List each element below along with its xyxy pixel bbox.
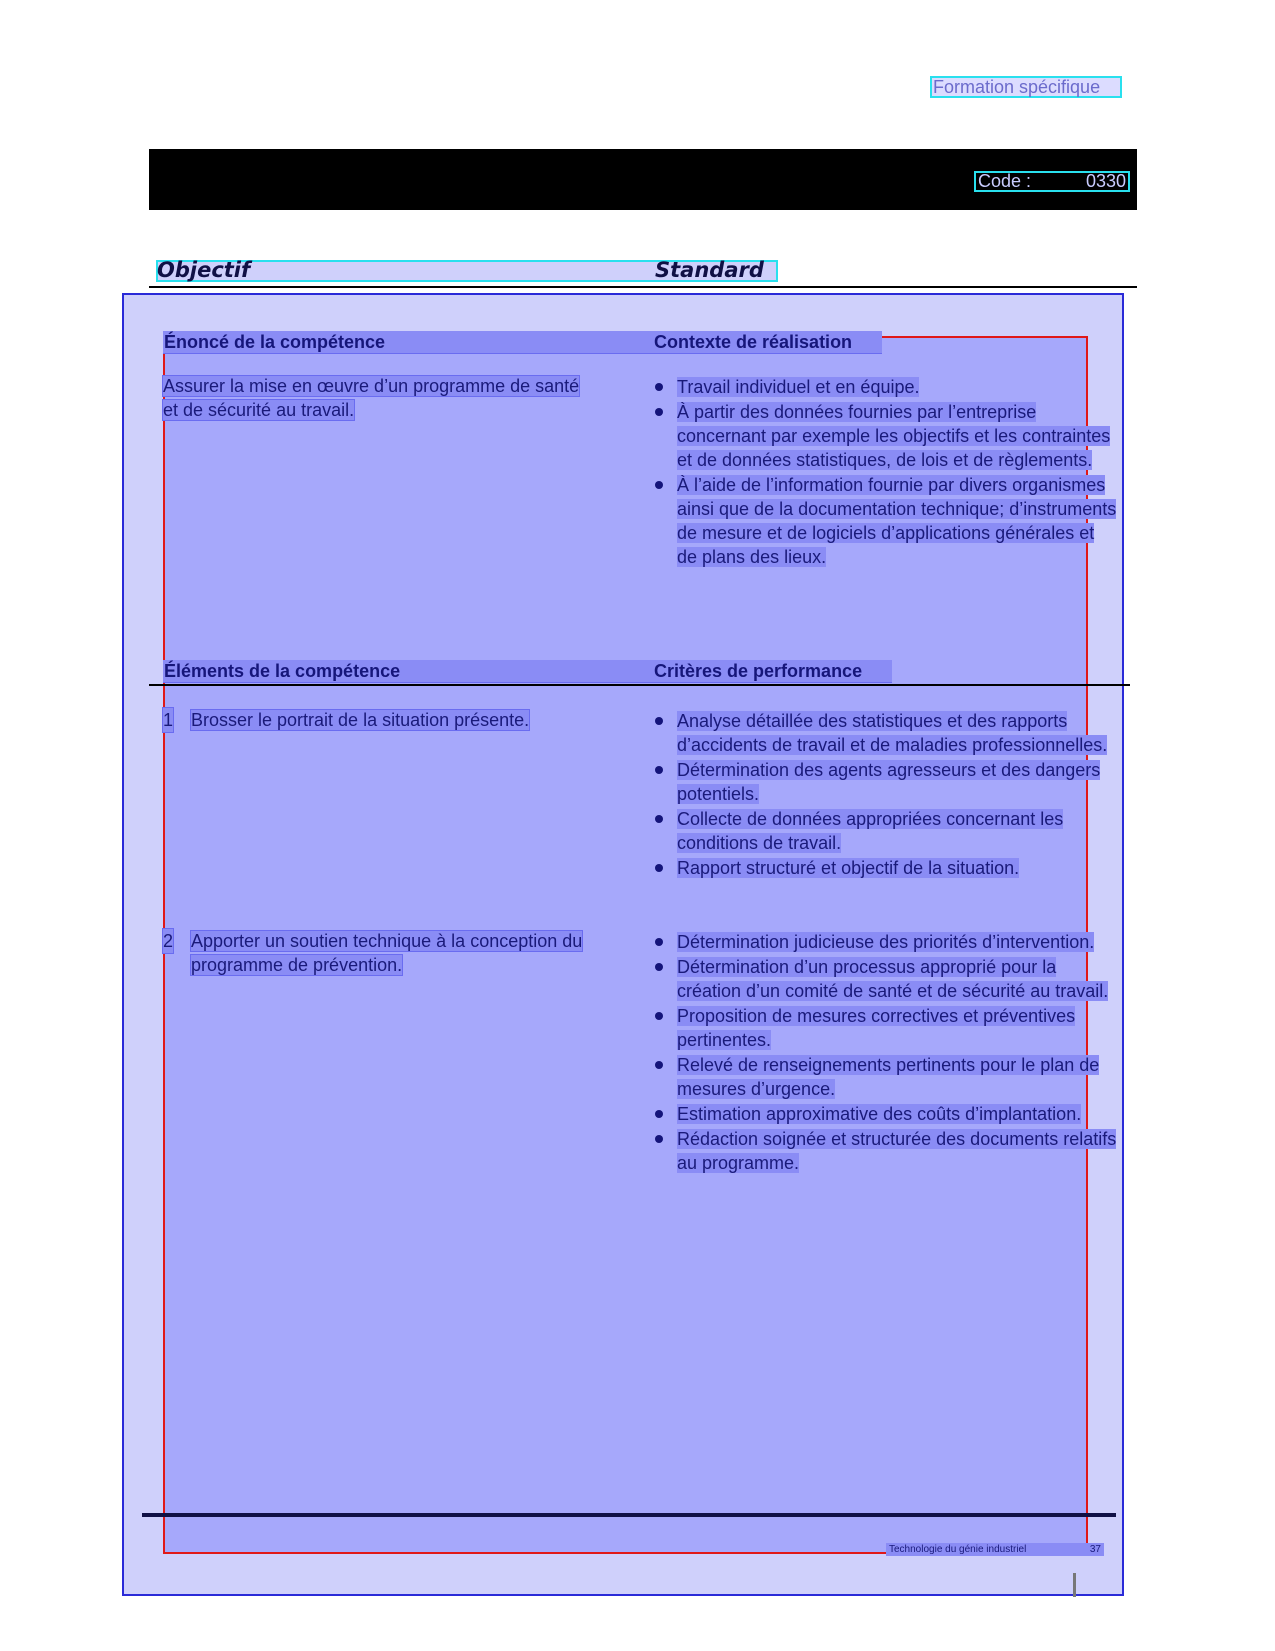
criteria-item: Estimation approximative des coûts d’implantation. <box>653 1102 1123 1126</box>
criteria-item: Rapport structuré et objectif de la situation. <box>653 856 1123 880</box>
element-item <box>163 929 633 977</box>
bullet-icon <box>655 963 663 971</box>
criteria-item: Relevé de renseignements pertinents pour le plan de mesures d’urgence. <box>653 1053 1123 1101</box>
competence-title: Énoncé de la compétence <box>163 331 653 354</box>
criteria-item: Collecte de données appropriées concernant les conditions de travail. <box>653 807 1123 855</box>
elements-rule <box>149 684 1130 686</box>
criteria-item: Proposition de mesures correctives et préventives pertinentes. <box>653 1004 1123 1052</box>
bullet-icon <box>655 766 663 774</box>
element-text: Apporter un soutien technique à la conception du programme de prévention. <box>191 931 583 975</box>
element-text: Brosser le portrait de la situation présente. <box>191 710 530 730</box>
page-footer <box>886 1543 1104 1556</box>
footer-rule <box>142 1513 1116 1517</box>
criteria-item: Détermination d’un processus approprié pour la création d’un comité de santé et de sécurité au travail. <box>653 955 1123 1003</box>
contexte-item: À partir des données fournies par l’entreprise concernant par exemple les objectifs et les contraintes et de données statistiques, de lois et de règlements. <box>653 400 1118 472</box>
element-item <box>163 708 643 732</box>
criteria-list <box>653 930 1123 1176</box>
bullet-icon <box>655 408 663 416</box>
element-number: 2 <box>163 931 174 951</box>
contexte-item: À l’aide de l’information fournie par divers organismes ainsi que de la documentation technique; d’instruments de mesure et de logiciels d’applications générales et de plans des lieux. <box>653 473 1118 569</box>
text-cursor-mark <box>1073 1573 1076 1597</box>
heading-objectif: Objectif <box>157 258 251 282</box>
bullet-icon <box>655 1135 663 1143</box>
page-number: 37 <box>1089 1544 1101 1555</box>
contexte-item: Travail individuel et en équipe. <box>653 375 1118 399</box>
contexte-list <box>653 375 1118 570</box>
bullet-icon <box>655 938 663 946</box>
code-value: 0330 <box>1085 171 1126 191</box>
criteria-item: Rédaction soignée et structurée des documents relatifs au programme. <box>653 1127 1123 1175</box>
criteria-item: Détermination judicieuse des priorités d’intervention. <box>653 930 1123 954</box>
section-label: Formation spécifique <box>930 76 1122 98</box>
competence-statement: Assurer la mise en œuvre d’un programme de santé et de sécurité au travail. <box>163 376 580 420</box>
bullet-icon <box>655 481 663 489</box>
bullet-icon <box>655 864 663 872</box>
criteria-list <box>653 709 1123 881</box>
heading-rule <box>149 286 1137 288</box>
criteria-item: Analyse détaillée des statistiques et des rapports d’accidents de travail et de maladies professionnelles. <box>653 709 1123 757</box>
bullet-icon <box>655 1110 663 1118</box>
code-field <box>974 171 1130 192</box>
heading-standard: Standard <box>655 258 764 282</box>
elements-title: Éléments de la compétence <box>163 660 653 683</box>
bullet-icon <box>655 1012 663 1020</box>
bullet-icon <box>655 815 663 823</box>
criteria-title: Critères de performance <box>653 660 892 683</box>
code-label: Code : <box>978 171 1032 191</box>
contexte-title: Contexte de réalisation <box>653 331 882 354</box>
bullet-icon <box>655 383 663 391</box>
bullet-icon <box>655 717 663 725</box>
element-number: 1 <box>163 710 174 730</box>
criteria-item: Détermination des agents agresseurs et des dangers potentiels. <box>653 758 1123 806</box>
competence-text <box>163 374 593 422</box>
footer-program: Technologie du génie industriel <box>889 1544 1027 1555</box>
bullet-icon <box>655 1061 663 1069</box>
